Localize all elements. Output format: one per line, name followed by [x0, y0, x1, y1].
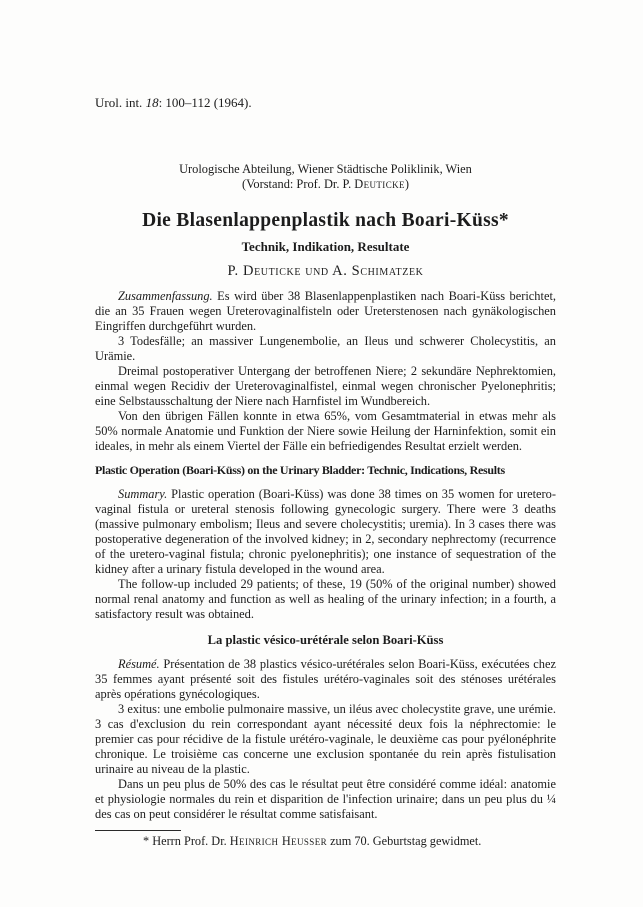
page-subtitle: Technik, Indikation, Resultate: [241, 239, 410, 254]
abstract-german: [95, 289, 556, 454]
footnote-divider: [95, 830, 181, 831]
abstract-english-p2: The follow-up included 29 patients; of these, 19 (50% of the original number) showed normal renal anatomy and function as well as healing of the urinary infection; in a fourth, a satisfactory result was obtained.: [95, 577, 556, 621]
abstract-french-p1: [95, 657, 556, 702]
journal-reference: [95, 95, 556, 110]
abstract-german-p2: 3 Todesfälle; an massiver Lungenembolie, an Ileus und schwerer Cholecystitis, an Urämie.: [95, 334, 556, 363]
authors-line: P. Deuticke und A. Schimatzek: [227, 263, 424, 279]
abstract-german-lead: Zusammenfassung.: [118, 289, 213, 303]
abstract-french-p1-text: Présentation de 38 plastics vésico-urétérales selon Boari-Küss, exécutées chez 35 femmes ayant présenté soit des fistules urétéro-vaginales soit des sténoses urétérales après opérations gynécologiques.: [95, 657, 556, 701]
affiliation-director-name: Deuticke: [354, 177, 405, 191]
journal-ref-pages: : 100–112 (1964).: [158, 95, 252, 110]
affiliation-block: [95, 162, 556, 192]
journal-ref-prefix: Urol. int.: [95, 95, 146, 110]
abstract-english-p1-text: Plastic operation (Boari-Küss) was done 38 times on 35 women for uretero-vaginal fistula or ureteral stenosis following gynecologic surgery. There were 3 deaths (massive pulmonary embolism; Ileus and severe cholecystitis; uremia). In 3 cases there was postoperative degeneration of the involved kidney; in 2, secondary nephrectomy (recurrence of the uretero-vaginal fistula; chronic pyelonephritis); one instance of sequestration of the kidney after a urinary fistula developed in the wound area.: [95, 487, 556, 576]
footnote-marker: *: [143, 834, 150, 848]
abstract-german-p1-text: Es wird über 38 Blasenlappenplastiken nach Boari-Küss berichtet, die an 35 Frauen wegen Ureterovaginalfisteln oder Ureterstenosen nach gynäkologischen Eingriffen durchgeführt wurden.: [95, 289, 556, 333]
footnote-text-prefix: Herrn Prof. Dr.: [149, 834, 230, 848]
page-title: Die Blasenlappenplastik nach Boari-Küss*: [142, 210, 509, 231]
affiliation-director-suffix: ): [404, 177, 410, 191]
abstract-german-p3: Dreimal postoperativer Untergang der betroffenen Niere; 2 sekundäre Nephrektomien, einmal wegen Recidiv der Ureterovaginalfistel, einmal wegen chronischer Pyelonephritis; eine Selbstausschaltung der Niere nach Harnfistel im Wundbereich.: [95, 364, 556, 408]
footnote-dedication-name: Heinrich Heusser: [229, 834, 328, 848]
abstract-english: [95, 487, 556, 622]
abstract-french: [95, 657, 556, 822]
footnote-text-suffix: zum 70. Geburtstag gewidmet.: [327, 834, 482, 848]
abstract-english-p1: [95, 487, 556, 577]
journal-volume-number: 18: [145, 95, 159, 110]
footnote-dedication: [95, 834, 556, 849]
abstract-german-p4: Von den übrigen Fällen konnte in etwa 65%, vom Gesamtmaterial in etwas mehr als 50% normale Anatomie und Funktion der Niere sowie Heilung der Harninfektion, somit ein ideales, in mehr als einem Viertel der Fälle ein befriedigendes Resultat erzielt werden.: [95, 409, 556, 453]
abstract-german-p1: [95, 289, 556, 334]
affiliation-director-prefix: (Vorstand: Prof. Dr. P.: [241, 177, 355, 191]
abstract-french-p3: Dans un peu plus de 50% des cas le résultat peut être considéré comme idéal: anatomie et physiologie normales du rein et disparition de l'infection urinaire; dans un peu plus du ¼ des cas on peut considérer le résultat comme satisfaisant.: [95, 777, 556, 821]
section-heading-english: Plastic Operation (Boari-Küss) on the Urinary Bladder: Technic, Indications, Results: [95, 463, 505, 477]
affiliation-institution: Urologische Abteilung, Wiener Städtische Poliklinik, Wien: [179, 162, 472, 176]
affiliation-director-line: [95, 177, 556, 192]
abstract-english-lead: Summary.: [118, 487, 168, 501]
section-heading-french: La plastic vésico-urétérale selon Boari-Küss: [207, 633, 444, 647]
abstract-french-lead: Résumé.: [118, 657, 160, 671]
abstract-french-p2: 3 exitus: une embolie pulmonaire massive, un iléus avec cholecystite grave, une urémie. 3 cas d'exclusion du rein correspondant ayant nécessité deux fois la néphrectomie: le premier cas pour récidive de la fistule urétéro-vaginale, le deuxième cas pour pyélonéphrite chronique. Le troisième cas concerne une exclusion spontanée du rein après fistulisation urinaire au niveau de la plastic.: [95, 702, 556, 776]
